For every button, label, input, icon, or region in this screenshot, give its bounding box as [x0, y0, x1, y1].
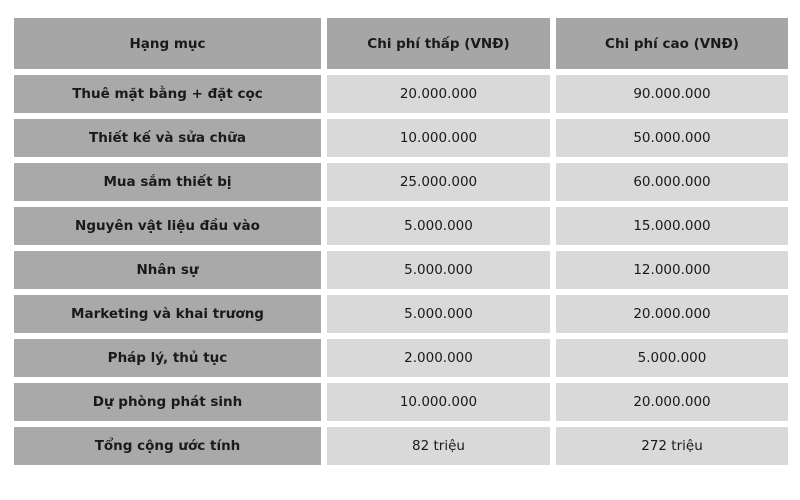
- row-high-value: 5.000.000: [556, 339, 788, 377]
- row-high-value: 20.000.000: [556, 295, 788, 333]
- row-low-value: 10.000.000: [327, 119, 550, 157]
- row-low-value: 5.000.000: [327, 207, 550, 245]
- row-low-value: 25.000.000: [327, 163, 550, 201]
- row-high-value: 50.000.000: [556, 119, 788, 157]
- row-label: Mua sắm thiết bị: [14, 163, 321, 201]
- row-high-value: 15.000.000: [556, 207, 788, 245]
- header-low-cost: Chi phí thấp (VNĐ): [327, 18, 550, 69]
- row-low-value: 20.000.000: [327, 75, 550, 113]
- header-item: Hạng mục: [14, 18, 321, 69]
- row-high-value: 20.000.000: [556, 383, 788, 421]
- row-label: Nhân sự: [14, 251, 321, 289]
- row-label: Thuê mặt bằng + đặt cọc: [14, 75, 321, 113]
- row-low-value: 2.000.000: [327, 339, 550, 377]
- row-low-value: 10.000.000: [327, 383, 550, 421]
- header-high-cost: Chi phí cao (VNĐ): [556, 18, 788, 69]
- row-low-value: 5.000.000: [327, 251, 550, 289]
- row-high-value: 12.000.000: [556, 251, 788, 289]
- row-high-value: 90.000.000: [556, 75, 788, 113]
- row-label: Nguyên vật liệu đầu vào: [14, 207, 321, 245]
- total-label: Tổng cộng ước tính: [14, 427, 321, 465]
- row-high-value: 60.000.000: [556, 163, 788, 201]
- cost-table: [14, 18, 788, 471]
- total-high-value: 272 triệu: [556, 427, 788, 465]
- row-label: Pháp lý, thủ tục: [14, 339, 321, 377]
- row-label: Thiết kế và sửa chữa: [14, 119, 321, 157]
- row-label: Marketing và khai trương: [14, 295, 321, 333]
- row-label: Dự phòng phát sinh: [14, 383, 321, 421]
- row-low-value: 5.000.000: [327, 295, 550, 333]
- total-low-value: 82 triệu: [327, 427, 550, 465]
